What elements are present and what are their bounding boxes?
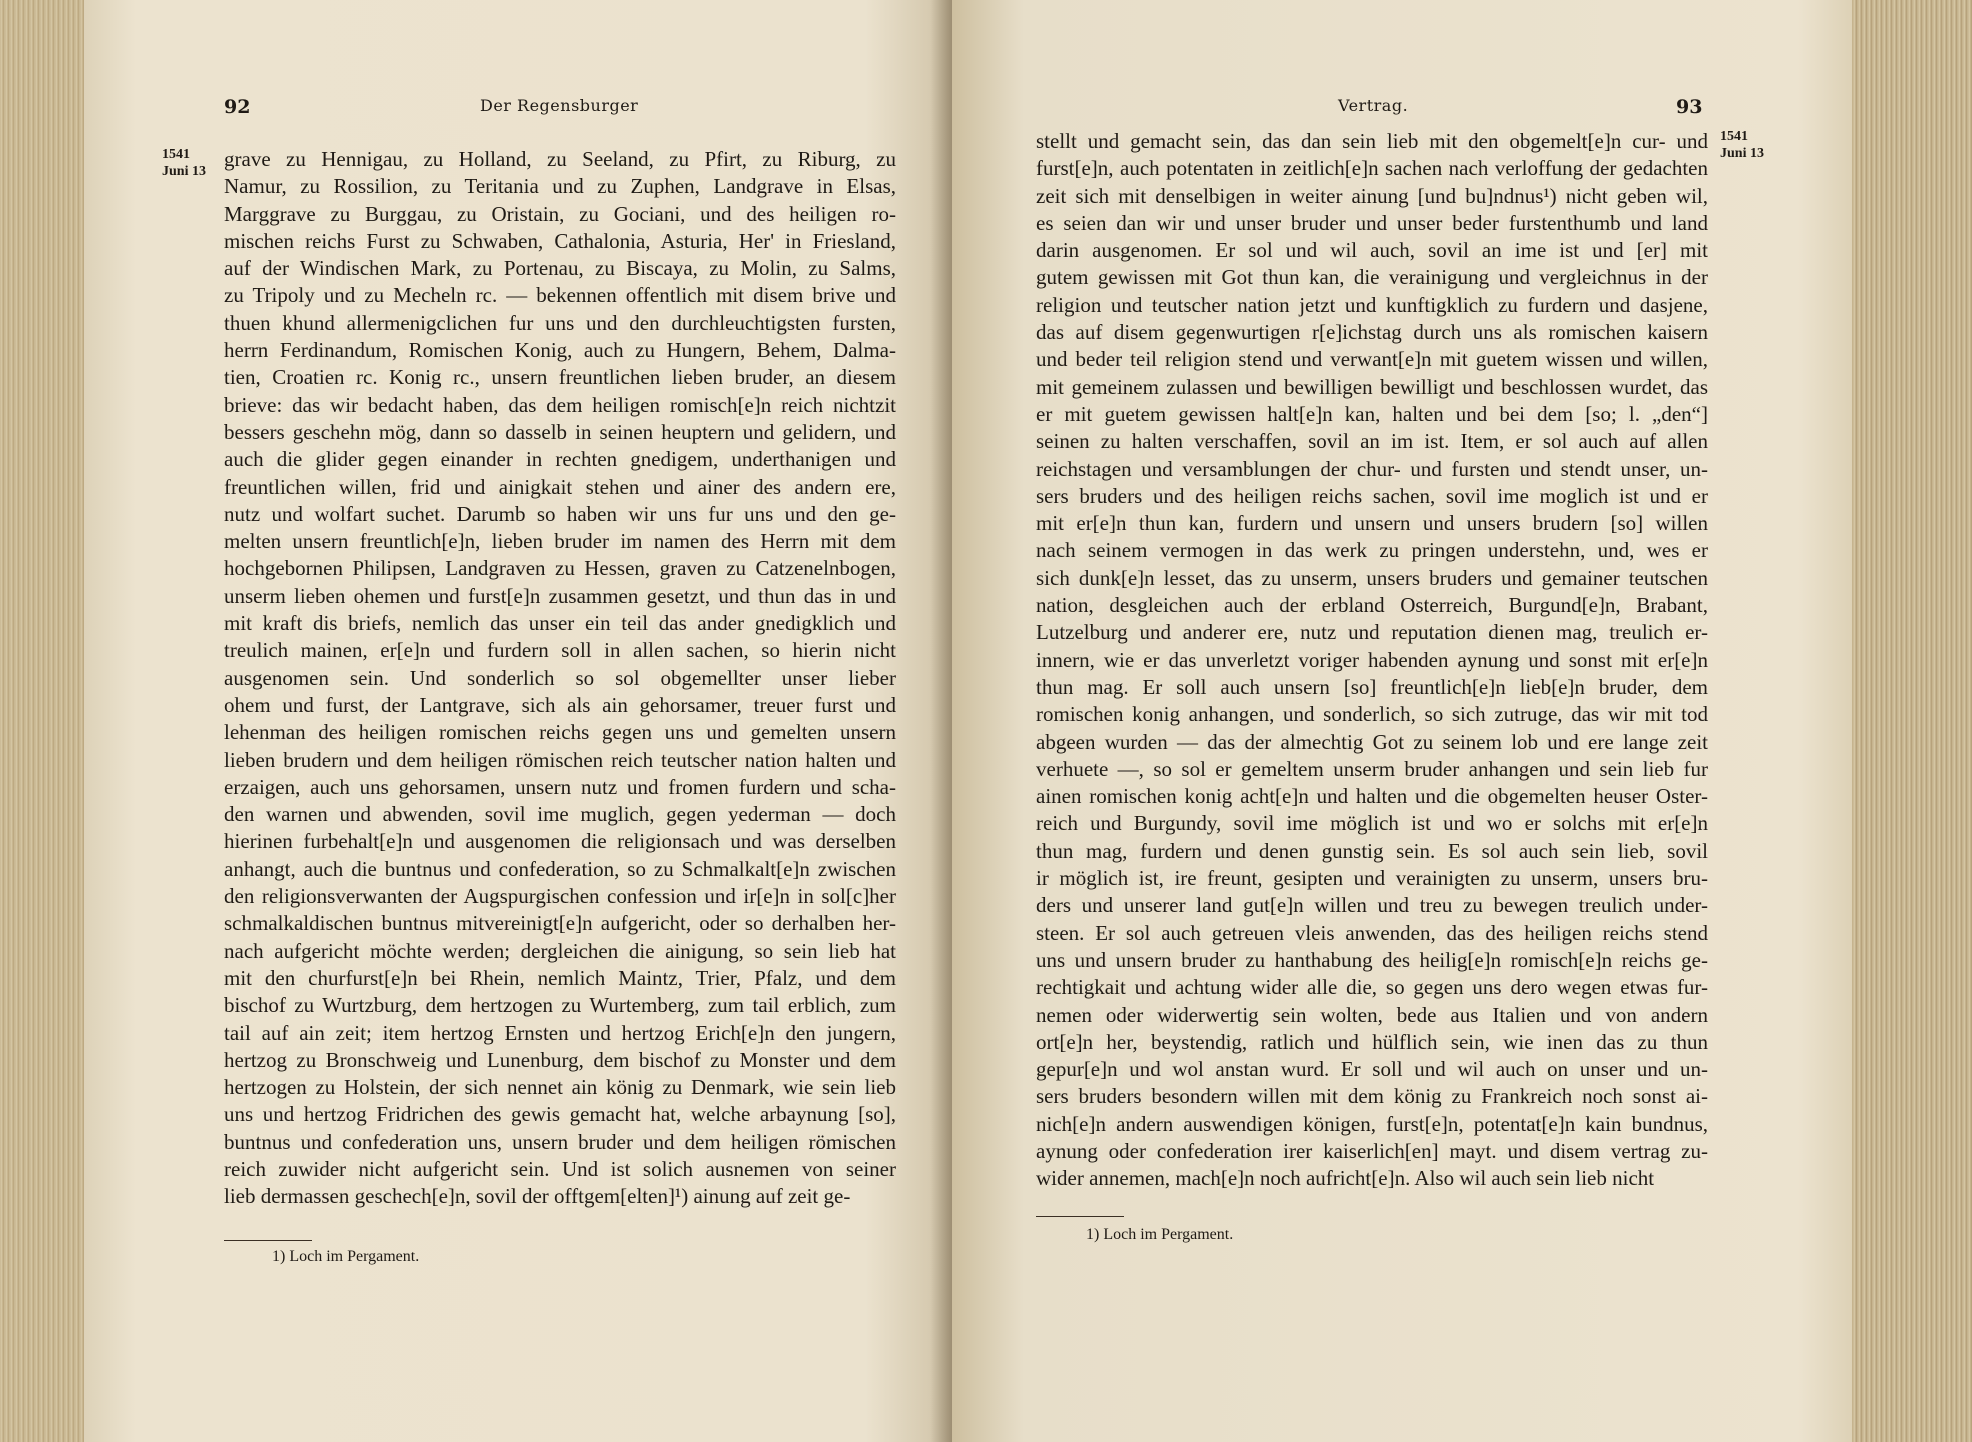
right-text-line: thun mag, furdern und denen gunstig sein. Es sol auch sein lieb, sovil: [1036, 838, 1708, 863]
left-text-line: herrn Ferdinandum, Romischen Konig, auch zu Hungern, Behem, Dalma-: [224, 338, 896, 363]
left-text-line: den warnen und abwenden, sovil ime muglich, gegen yederman — doch: [224, 802, 896, 827]
right-running-head: Vertrag.: [1338, 96, 1409, 115]
left-footnote-rule: [224, 1240, 312, 1241]
left-text-line: nach aufgericht möchte werden; dergleichen die ainigung, so sein lieb hat: [224, 938, 896, 963]
right-text-line: steen. Er sol auch getreuen vleis anwenden, das des heiligen reichs stend: [1036, 920, 1708, 945]
right-text-line: darin ausgenomen. Er sol und wil auch, sovil an ime ist und [er] mit: [1036, 238, 1708, 263]
right-text-line: gepur[e]n und wol anstan wurd. Er soll und wil auch on unser und un-: [1036, 1057, 1708, 1082]
right-body-text: [1036, 128, 1708, 1193]
right-text-line: reich und Burgundy, sovil ime möglich ist und wo er solchs mit er[e]n: [1036, 811, 1708, 836]
right-text-line: ir möglich ist, ire freunt, gesipten und verainigten zu unserm, unsers bru-: [1036, 866, 1708, 891]
left-text-line: tail auf ain zeit; item hertzog Ernsten und hertzog Erich[e]n den jungern,: [224, 1020, 896, 1045]
right-text-line: furst[e]n, auch potentaten in zeitlich[e]n sachen nach verloffung der gedachten: [1036, 156, 1708, 181]
left-running-head: Der Regensburger: [480, 96, 639, 115]
left-text-line: den religionsverwanten der Augspurgischen confession und ir[e]n in sol[c]her: [224, 884, 896, 909]
right-margin-date: [1720, 128, 1764, 162]
right-text-line: nach seinem vermogen in das werk zu pringen understehn, und, wes er: [1036, 538, 1708, 563]
left-text-line: bessers geschehn mög, dann so dasselb in seinen heuptern und gelidern, und: [224, 419, 896, 444]
left-text-line: freuntlichen willen, frid und ainigkait stehen und ainer des andern ere,: [224, 474, 896, 499]
right-text-line: es seien dan wir und unser bruder und unser beder furstenthumb und land: [1036, 210, 1708, 235]
left-text-line: mit den churfurst[e]n bei Rhein, nemlich Maintz, Trier, Pfalz, und dem: [224, 965, 896, 990]
right-text-line: nation, desgleichen auch der erbland Osterreich, Burgund[e]n, Brabant,: [1036, 593, 1708, 618]
right-text-line: mit gemeinem zulassen und bewilligen bewilligt und beschlossen wurdet, das: [1036, 374, 1708, 399]
left-text-line: zu Tripoly und zu Mecheln rc. — bekennen offentlich mit disem brive und: [224, 283, 896, 308]
right-text-line: reichstagen und versamblungen der chur- und fursten und stendt unser, un-: [1036, 456, 1708, 481]
left-text-line: auch die glider gegen einander in rechten gnedigem, underthanigen und: [224, 447, 896, 472]
left-footnote: 1) Loch im Pergament.: [272, 1248, 420, 1265]
left-text-line: unserm lieben ohemen und furst[e]n zusammen gesetzt, und thun das in und: [224, 583, 896, 608]
left-text-line: brieve: das wir bedacht haben, das dem heiligen romisch[e]n reich nichtzit: [224, 392, 896, 417]
right-text-line: sers bruders besondern willen mit dem könig zu Frankreich noch sonst ai-: [1036, 1084, 1708, 1109]
right-page-number: 93: [1676, 96, 1703, 118]
right-text-line: das auf disem gegenwurtigen r[e]ichstag durch uns als romischen kaisern: [1036, 320, 1708, 345]
left-text-line: bischof zu Wurtzburg, dem hertzogen zu Wurtemberg, zum tail erblich, zum: [224, 993, 896, 1018]
right-text-line: Lutzelburg und anderer ere, nutz und reputation dienen mag, treulich er-: [1036, 620, 1708, 645]
right-text-line: abgeen wurden — das der almechtig Got zu seinem lob und ere lange zeit: [1036, 729, 1708, 754]
right-text-line: aynung oder confederation irer kaiserlich[en] mayt. und disem vertrag zu-: [1036, 1138, 1708, 1163]
right-margin-year: 1541: [1720, 129, 1748, 144]
left-text-line: Marggrave zu Burggau, zu Oristain, zu Gociani, und des heiligen ro-: [224, 201, 896, 226]
right-text-line: nemen oder widerwertig sein wolten, bede aus Italien und von andern: [1036, 1002, 1708, 1027]
left-text-line: ohem und furst, der Lantgrave, sich als ain gehorsamer, treuer furst und: [224, 692, 896, 717]
right-text-line: er mit guetem gewissen halt[e]n kan, halten und bei dem [so; l. „den“]: [1036, 401, 1708, 426]
page-edges-left: [0, 0, 96, 1442]
left-text-line: grave zu Hennigau, zu Holland, zu Seeland, zu Pfirt, zu Riburg, zu: [224, 147, 896, 171]
right-text-line: ort[e]n her, beystendig, ratlich und hülflich sein, wie inen das zu thun: [1036, 1029, 1708, 1054]
right-text-line: wider annemen, mach[e]n noch aufricht[e]n. Also wil auch sein lieb nicht: [1036, 1166, 1655, 1191]
left-text-line: anhangt, auch die buntnus und confederation, so zu Schmalkalt[e]n zwischen: [224, 856, 896, 881]
left-text-line: mit kraft dis briefs, nemlich das unser ein teil das ander gnedigklich und: [224, 611, 896, 636]
left-text-line: schmalkaldischen buntnus mitvereinigt[e]n aufgericht, oder so derhalben her-: [224, 911, 896, 936]
left-body-text: [224, 146, 896, 1211]
left-text-line: Namur, zu Rossilion, zu Teritania und zu Zuphen, Landgrave in Elsas,: [224, 174, 896, 199]
left-text-line: auf der Windischen Mark, zu Portenau, zu Biscaya, zu Molin, zu Salms,: [224, 256, 896, 281]
page-edges-right: [1848, 0, 1972, 1442]
right-text-line: rechtigkait und achtung wider alle die, so gegen uns dero wegen etwas fur-: [1036, 975, 1708, 1000]
left-text-line: tien, Croatien rc. Konig rc., unsern freuntlichen lieben bruder, an diesem: [224, 365, 896, 390]
right-text-line: thun mag. Er soll auch unsern [so] freuntlich[e]n lieb[e]n bruder, dem: [1036, 674, 1708, 699]
right-text-line: nich[e]n andern auswendigen königen, furst[e]n, potentat[e]n kain bundnus,: [1036, 1111, 1708, 1136]
right-text-line: gutem gewissen mit Got thun kan, die verainigung und vergleichnus in der: [1036, 265, 1708, 290]
right-text-line: und beder teil religion stend und verwant[e]n mit guetem wissen und willen,: [1036, 347, 1708, 372]
right-text-line: romischen konig anhangen, und sonderlich, so sich zutruge, das wir mit tod: [1036, 702, 1708, 727]
right-text-line: verhuete —, so sol er gemeltem unserm bruder anhangen und sein lieb fur: [1036, 756, 1708, 781]
right-footnote-rule: [1036, 1216, 1124, 1217]
right-text-line: ainen romischen konig acht[e]n und halten und die obgemelten heuser Oster-: [1036, 784, 1708, 809]
left-page-number: 92: [224, 96, 251, 118]
right-page: [952, 0, 1852, 1442]
left-text-line: reich zuwider nicht aufgericht sein. Und ist solich ausnemen von seiner: [224, 1156, 896, 1181]
left-text-line: erzaigen, auch uns gehorsamen, unsern nutz und fromen furdern und scha-: [224, 774, 896, 799]
left-text-line: buntnus und confederation uns, unsern bruder und dem heiligen römischen: [224, 1129, 896, 1154]
right-text-line: innern, wie er das unverletzt voriger habenden aynung und sonst mit er[e]n: [1036, 647, 1708, 672]
right-text-line: ders und unserer land gut[e]n willen und treu zu bewegen treulich under-: [1036, 893, 1708, 918]
left-margin-date: [162, 146, 206, 180]
right-text-line: seinen zu halten verschaffen, sovil an im ist. Item, er sol auch auf allen: [1036, 429, 1708, 454]
right-footnote: 1) Loch im Pergament.: [1086, 1226, 1234, 1243]
left-margin-year: 1541: [162, 147, 190, 162]
left-text-line: hochgebornen Philipsen, Landgraven zu Hessen, graven zu Catzenelnbogen,: [224, 556, 896, 581]
right-text-line: sers bruders und des heiligen reichs sachen, sovil ime moglich ist und er: [1036, 483, 1708, 508]
left-text-line: hertzog zu Bronschweig und Lunenburg, dem bischof zu Monster und dem: [224, 1047, 896, 1072]
left-text-line: treulich mainen, er[e]n und furdern soll in allen sachen, so hierin nicht: [224, 638, 896, 663]
left-text-line: mischen reichs Furst zu Schwaben, Cathalonia, Asturia, Her' in Friesland,: [224, 228, 896, 253]
right-text-line: stellt und gemacht sein, das dan sein lieb mit den obgemelt[e]n cur- und: [1036, 129, 1708, 153]
left-text-line: hertzogen zu Holstein, der sich nennet ain könig zu Denmark, wie sein lieb: [224, 1075, 896, 1100]
left-text-line: lieb dermassen geschech[e]n, sovil der offtgem[elten]¹) ainung auf zeit ge-: [224, 1184, 851, 1209]
left-margin-day: Juni 13: [162, 164, 206, 179]
right-text-line: zeit sich mit denselbigen in weiter ainung [und bu]ndnus¹) nicht geben wil,: [1036, 183, 1708, 208]
right-text-line: uns und unsern bruder zu hanthabung des heilig[e]n romisch[e]n reichs ge-: [1036, 947, 1708, 972]
left-text-line: melten unsern freuntlich[e]n, lieben bruder im namen des Herrn mit dem: [224, 529, 896, 554]
left-page: [84, 0, 952, 1442]
left-text-line: nutz und wolfart suchet. Darumb so haben wir uns fur uns und den ge-: [224, 501, 896, 526]
left-text-line: lieben brudern und dem heiligen römischen reich teutscher nation halten und: [224, 747, 896, 772]
left-text-line: hierinen furbehalt[e]n und ausgenomen die religionsach und was derselben: [224, 829, 896, 854]
left-text-line: ausgenomen sein. Und sonderlich so sol obgemellter unser lieber: [224, 665, 896, 690]
left-text-line: thuen khund allermenigclichen fur uns und den durchleuchtigsten fursten,: [224, 310, 896, 335]
right-margin-day: Juni 13: [1720, 146, 1764, 161]
left-text-line: lehenman des heiligen romischen reichs gegen uns und gemelten unsern: [224, 720, 896, 745]
right-text-line: mit er[e]n thun kan, furdern und unsern und unsers brudern [so] willen: [1036, 511, 1708, 536]
right-text-line: sich dunk[e]n lesset, das zu unserm, unsers bruders und gemainer teutschen: [1036, 565, 1708, 590]
right-text-line: religion und teutscher nation jetzt und kunftigklich zu furdern und dasjene,: [1036, 292, 1708, 317]
left-text-line: uns und hertzog Fridrichen des gewis gemacht hat, welche arbaynung [so],: [224, 1102, 896, 1127]
